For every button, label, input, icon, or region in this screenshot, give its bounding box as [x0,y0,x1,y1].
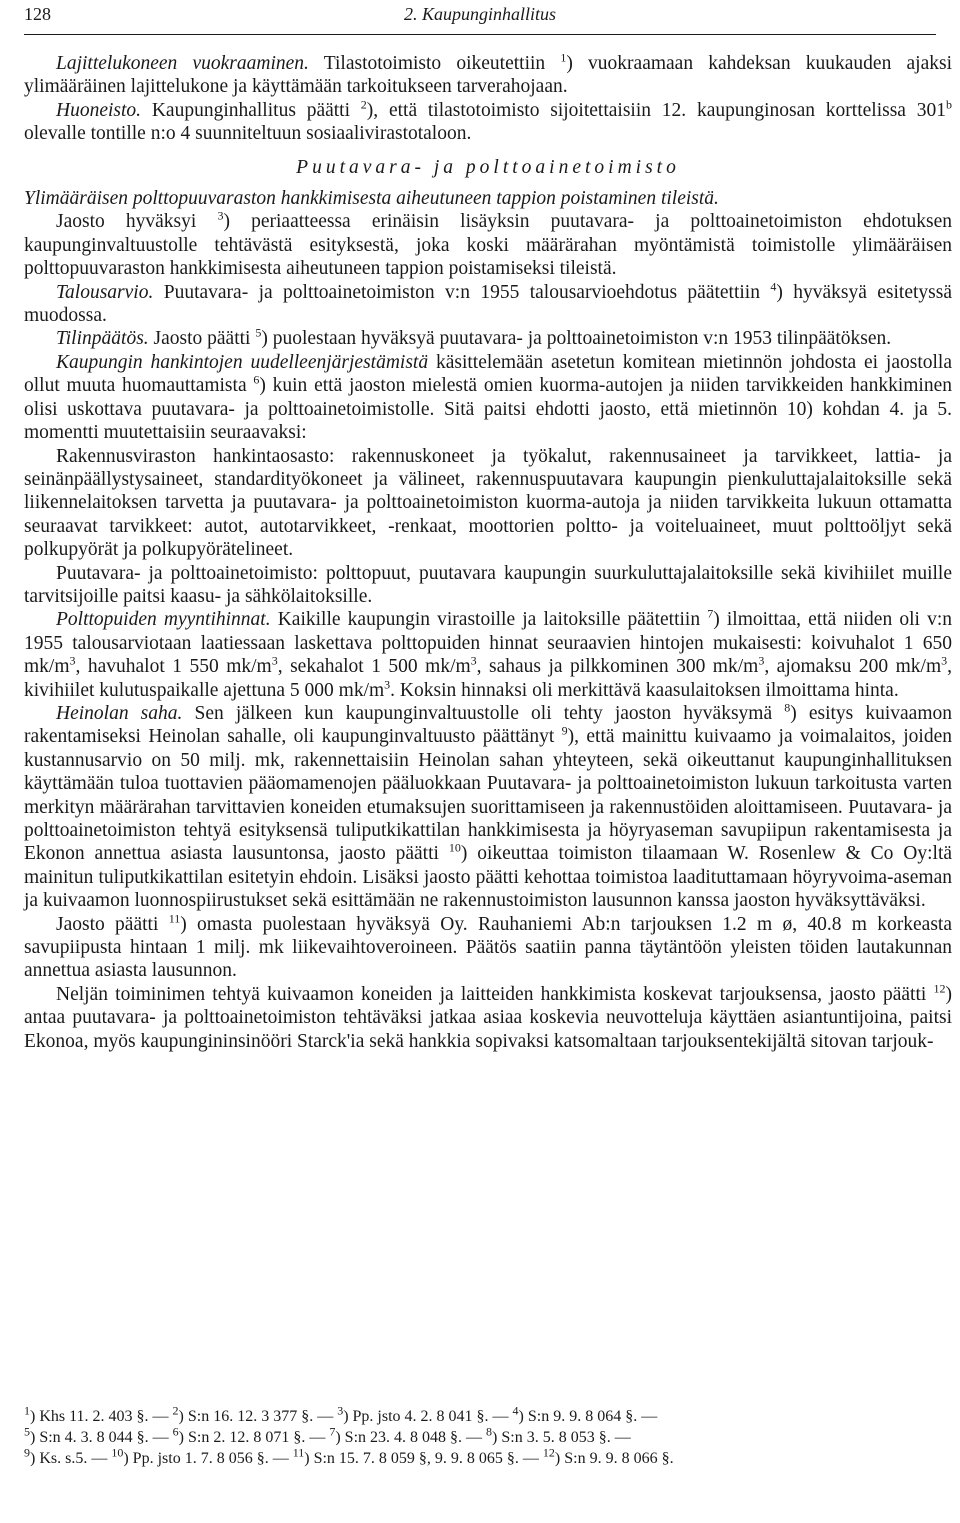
paragraph-heinolan-saha [24,702,952,913]
body-text [24,52,952,1053]
footnote-text: ) S:n 2. 12. 8 071 §. — [178,1429,330,1446]
superscript: 3 [758,653,765,668]
footnote-text: ) S:n 9. 9. 8 066 §. [554,1450,674,1467]
footnote-number: 12 [542,1445,555,1460]
footnote-text: ) S:n 3. 5. 8 053 §. — [492,1429,631,1446]
footnote-number: 4 [512,1403,519,1418]
footnote-ref: 5 [255,325,262,340]
section-title: Puutavara- ja polttoainetoimisto [296,156,680,178]
page-header [24,0,936,35]
paragraph-rakennusvirasto: Rakennusviraston hankintaosasto: rakennuskoneet ja työkalut, rakennusaineet ja tarvikkeet, lattia- ja seinänpäällystysaineet, standardityökoneet ja välineet, rakennuspuutavara kaupungin pienkuluttajalaitoksille sekä liikennelaitoksen tarvetta ja puutavara- ja polttoainetoimiston kuorma-autoja ja niiden tarvikkeita lukuun ottamatta seuraavat tarvikkeet: autot, autotarvikkeet, -renkaat, moottorien poltto- ja voiteluaineet, muut polttoöljyt sekä polkupyörät ja polkupyörätelineet. [24,445,952,561]
footnote-ref: 9 [561,723,568,738]
footnote-ref: 10 [448,840,461,855]
text: . Koksin hinnaksi oli merkittävä kaasulaitoksen ilmoittama hinta. [390,679,899,701]
text: ) omasta puolestaan hyväksyä Oy. Rauhaniemi Ab:n tarjouksen 1.2 m ø, 40.8 m korkeasta savupiipusta hintaan 1 milj. mk liikevaihtoveroineen. Päätös saatiin panna täytäntöön yleisten töiden lautakunnan annettua asiasta lausunnon. [24,913,952,982]
footnote-number: 1 [24,1403,30,1418]
footnote-number: 6 [172,1424,179,1439]
text: ) hyväksyä esitetyssä muodossa. [24,281,952,327]
paragraph-myyntihinnat [24,608,952,702]
paragraph-puutavaratoimisto: Puutavara- ja polttoainetoimisto: polttopuut, puutavara kaupungin suurkuluttajalaitoksille sekä kivihiilet muille tarvitsijoille paitsi kaasu- ja sähkölaitoksille. [24,562,952,607]
text: käsittelemään asetetun komitean mietinnön johdosta ei jaostolla ollut muuta huomauttamista [24,351,953,397]
footnote-text: ) S:n 9. 9. 8 064 §. — [518,1408,658,1425]
text: , kivihiilet kulutuspaikalle ajettuna 5 000 mk/m [24,656,953,701]
text: Jaosto hyväksyi [56,211,218,233]
section-subtitle: Ylimääräisen polttopuuvaraston hankkimisesta aiheutuneen tappion poistaminen tileistä. [24,188,719,210]
superscript: b [946,97,952,112]
text: , sahaus ja pilkkominen 300 mk/m [476,656,759,678]
paragraph-savupiippu [24,913,952,983]
paragraph-heading: Huoneisto. [56,99,142,121]
footnote-number: 5 [24,1424,30,1439]
text: ) periaatteessa erinäisin lisäyksin puutavara- ja polttoainetoimiston ehdotuksen kaupunginvaltuustolle tehtävästä esityksestä, joka koski määrärahan myöntämistä toimistolle ylimääräisen polttopuuvaraston hankkimisesta aiheutuneen tappion poistamiseksi tileistä. [24,211,952,280]
footnotes [24,1403,952,1469]
footnote-ref: 8 [784,700,791,715]
superscript: 3 [69,653,76,668]
paragraph-kuivaamo [24,983,952,1053]
paragraph-jaosto-hyvaksyi [24,210,952,280]
paragraph-heading: Kaupungin hankintojen uudelleenjärjestämistä [56,351,429,373]
paragraph-hankinnat [24,351,952,445]
text: ) puolestaan hyväksyä puutavara- ja polttoainetoimiston v:n 1953 tilinpäätöksen. [261,328,892,350]
paragraph-huoneisto [24,99,952,146]
footnote-ref: 2 [360,97,367,112]
footnote-number: 11 [292,1445,305,1460]
superscript: 3 [941,653,948,668]
footnote-line [24,1445,952,1469]
paragraph-heading: Lajittelukoneen vuokraaminen. [56,53,309,74]
footnote-text: ) Pp. jsto 4. 2. 8 041 §. — [343,1408,513,1425]
paragraph-talousarvio [24,281,952,328]
footnote-ref: 1 [560,50,567,65]
footnote-text: ) S:n 23. 4. 8 048 §. — [335,1429,487,1446]
text: Puutavara- ja polttoainetoimiston v:n 1955 talousarvioehdotus päätettiin [153,281,771,303]
text: ), että tilastotoimisto sijoitettaisiin 12. kaupunginosan korttelissa 301 [366,99,946,121]
footnote-text: ) S:n 4. 3. 8 044 §. — [30,1429,173,1446]
footnote-text: ) S:n 15. 7. 8 059 §, 9. 9. 8 065 §. — [304,1450,543,1467]
superscript: 3 [271,653,278,668]
text: ) oikeuttaa toimiston tilaamaan W. Rosenlew & Co Oy:ltä mainitun tuliputkikattilan esitetyin ehdoin. Lisäksi jaosto päätti kehottaa toimistoa laadituttamaan höyryvoima-aseman ja kuivaamon luonnospiirustukset sekä esittämään ne rakennustoimiston lausunnon kanssa jaoston hyväksyttäväksi. [24,843,953,912]
footnote-number: 2 [172,1403,179,1418]
text: , sekahalot 1 500 mk/m [277,656,471,678]
text: ) esitys kuivaamon rakentamiseksi Heinolan sahalle, oli kaupunginvaltuusto päättänyt [24,702,952,748]
footnote-number: 10 [111,1445,124,1460]
footnote-text: ) Ks. s.5. — [30,1450,112,1467]
paragraph-heading: Polttopuiden myyntihinnat. [56,609,271,631]
superscript: 3 [470,653,477,668]
paragraph-heading: Heinolan saha. [56,702,183,724]
text: Sen jälkeen kun kaupunginvaltuustolle oli tehty jaoston hyväksymä [182,702,785,724]
text: ) vuokraamaan kahdeksan kuukauden ajaksi ylimääräinen lajittelukone ja käyttämään tarkoitukseen tarverahojaan. [24,53,952,98]
paragraph-heading: Tilinpäätös. [56,328,149,350]
paragraph-lajittelukone [24,52,952,99]
page-number: 128 [24,4,51,24]
text: , havuhalot 1 550 mk/m [75,656,272,678]
footnote-ref: 7 [707,606,714,621]
footnote-ref: 4 [770,279,777,294]
text: ) ilmoittaa, että niiden oli v:n 1955 talousarviotaan laatiessaan laskettava polttopuiden hinnat seuraavien hintojen mukaisesti: koivuhalot 1 650 mk/m [24,609,952,678]
text: ), että mainittu kuivaamo ja voimalaitos, joiden kustannusarvio on 50 milj. mk, rakennettaisiin Heinolan sahan yhteyteen, sekä oikeuttanut kaupunginhallituksen käyttämään tuloa tuottavien pääomamenojen pääluokkaan Puutavara- ja polttoainetoimiston lukuun tarkoitusta varten merkityn määrärahan tarvittavien koneiden etumaksujen suorittamiseen ja rakennustöiden aloittamiseen. Puutavara- ja polttoainetoimiston tehtyä esityksensä tuliputkikattilan hankkimisesta ja höyryaseman savupiipun rakentamisesta ja Ekonon annettua asiasta lausuntonsa, jaosto päätti [24,726,952,865]
text: ) antaa puutavara- ja polttoainetoimiston tehtäväksi jatkaa asiaa koskevia neuvotteluja käyttäen asiantuntijoina, paitsi Ekonoa, myös kaupungininsinööri Starck'ia sekä hankkia sopivaksi katsomaltaan tarjouksentekijältä sitovan tarjouk- [24,983,952,1052]
footnote-ref: 12 [933,981,946,996]
text: Kaikille kaupungin virastoille ja laitoksille päätettiin [270,609,708,631]
footnote-ref: 6 [253,372,260,387]
text: Kaupunginhallitus päätti [141,99,361,121]
text: Tilastotoimisto oikeutettiin [308,53,561,74]
footnote-text: ) Pp. jsto 1. 7. 8 056 §. — [123,1450,293,1467]
superscript: 3 [384,677,391,692]
text: Jaosto päätti [148,328,256,350]
footnote-number: 8 [486,1424,493,1439]
footnote-line [24,1424,952,1448]
footnote-number: 7 [329,1424,336,1439]
paragraph-heading: Talousarvio. [56,281,154,303]
text: , ajomaksu 200 mk/m [764,656,942,678]
text: Jaosto päätti [56,913,169,935]
footnote-ref: 11 [168,911,181,926]
text: olevalle tontille n:o 4 suunniteltuun sosiaalivirastotaloon. [24,123,472,145]
text: ) kuin että jaoston mielestä omien kuorma-autojen ja niiden tarvikkeiden hankkiminen olisi uskottava puutavara- ja polttoainetoimistolle. Sitä paitsi ehdotti jaosto, että mietinnön 10) kohdan 4. ja 5. momentti muutettaisiin seuraavaksi: [24,375,952,444]
footnote-number: 9 [24,1445,30,1460]
footnote-text: ) Khs 11. 2. 403 §. — [30,1408,173,1425]
paragraph-tilinpaatos [24,327,952,350]
running-head: 2. Kaupunginhallitus [403,4,556,24]
footnote-number: 3 [337,1403,344,1418]
footnote-text: ) S:n 16. 12. 3 377 §. — [178,1408,338,1425]
footnote-ref: 3 [217,208,224,223]
text: Neljän toiminimen tehtyä kuivaamon koneiden ja laitteiden hankkimista koskevat tarjouksensa, jaosto päätti [56,983,934,1005]
